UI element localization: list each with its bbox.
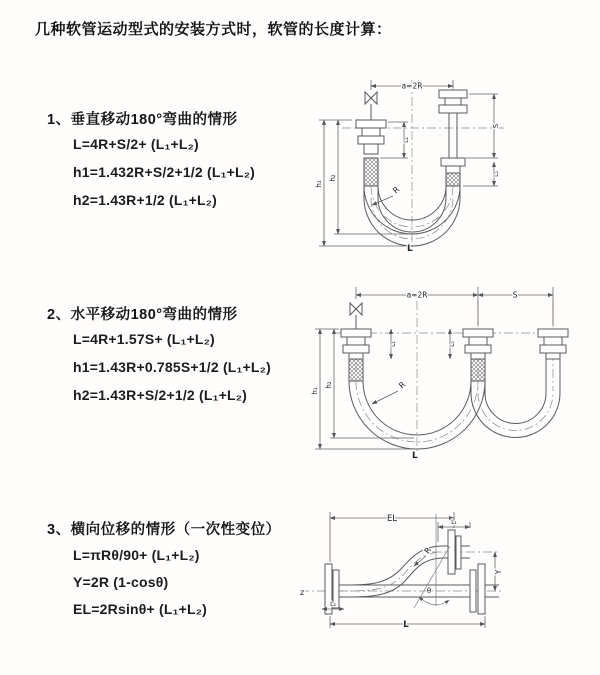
hose-u-centerline-2 xyxy=(478,393,553,431)
dim-label-r: R xyxy=(397,379,408,391)
dim-label-l2: L₂ xyxy=(449,341,456,347)
braided-hose-2 xyxy=(471,359,485,381)
diagram-lateral-displacement xyxy=(298,500,598,640)
lower-right-flange xyxy=(470,564,485,614)
dim-label-l: L xyxy=(407,244,413,252)
braided-hose-right xyxy=(446,173,460,186)
section-2-formula-h1: h1=1.43R+0.785S+1/2 (L₁+L₂) xyxy=(73,359,271,375)
break-mark: z xyxy=(300,588,305,597)
dim-label-s: S xyxy=(492,123,500,129)
left-flange xyxy=(356,120,386,154)
valve-icon xyxy=(350,303,362,315)
section-1-formula-h1: h1=1.432R+S/2+1/2 (L₁+L₂) xyxy=(73,164,255,180)
braided-hose-left xyxy=(364,158,378,186)
right-flange-lower xyxy=(441,158,465,173)
flange-pipe-1 xyxy=(341,329,371,359)
dim-label-l2: L₂ xyxy=(330,601,336,608)
dim-label-r: R xyxy=(422,545,434,556)
section-2-heading: 2、水平移动180°弯曲的情形 xyxy=(47,307,238,323)
flange-pipe-3 xyxy=(538,329,568,359)
radius-leader xyxy=(414,556,426,566)
dim-label-h2: h₂ xyxy=(325,381,333,389)
section-3-heading: 3、横向位移的情形（一次性变位） xyxy=(47,522,281,538)
dim-label-span: a=2R xyxy=(401,81,423,91)
section-2-formula-L: L=4R+1.57S+ (L₁+L₂) xyxy=(73,331,215,347)
section-3-formula-EL: EL=2Rsinθ+ (L₁+L₂) xyxy=(73,601,208,617)
dim-extension-lines xyxy=(356,287,553,325)
dim-label-l: L xyxy=(412,451,418,461)
dim-label-l1: L₁ xyxy=(390,341,397,347)
right-pipe-walls xyxy=(449,113,457,158)
dim-label-el: EL xyxy=(386,514,398,524)
flange-pipe-2 xyxy=(463,329,493,359)
right-flange-upper xyxy=(439,90,467,113)
dim-label-h2: h₂ xyxy=(329,174,337,182)
dim-label-s: S xyxy=(512,290,518,300)
braided-hose-1 xyxy=(349,359,363,381)
dim-label-theta: θ xyxy=(426,587,432,595)
angle-arc xyxy=(419,597,449,605)
dim-label-h1: h₁ xyxy=(315,180,323,188)
dim-label-l1: L₁ xyxy=(451,519,457,526)
upper-right-flange xyxy=(448,530,461,574)
section-3-formula-Y: Y=2R (1-cosθ) xyxy=(73,574,169,590)
section-3-formula-L: L=πRθ/90+ (L₁+L₂) xyxy=(73,547,200,563)
dim-label-span: a=2R xyxy=(406,290,428,300)
dim-label-r: R xyxy=(391,184,402,196)
page-title: 几种软管运动型式的安装方式时，软管的长度计算： xyxy=(35,21,392,38)
diagram-vertical-180-bend xyxy=(308,74,598,252)
dim-label-y: Y xyxy=(494,569,503,575)
angle-reference-diagonal xyxy=(414,546,450,608)
section-2-formula-h2: h2=1.43R+S/2+1/2 (L₁+L₂) xyxy=(73,387,248,403)
section-1-formula-h2: h2=1.43R+1/2 (L₁+L₂) xyxy=(73,192,218,208)
valve-icon xyxy=(365,92,377,104)
dim-label-l: L xyxy=(403,620,409,630)
dim-label-h1: h₁ xyxy=(311,387,319,395)
radius-leader xyxy=(372,391,398,404)
diagram-horizontal-180-bend xyxy=(306,281,596,461)
dim-label-l2: L₂ xyxy=(493,171,500,177)
dim-label-l1: L₁ xyxy=(403,137,410,143)
section-1-formula-L: L=4R+S/2+ (L₁+L₂) xyxy=(73,136,199,152)
section-1-heading: 1、垂直移动180°弯曲的情形 xyxy=(47,112,238,128)
